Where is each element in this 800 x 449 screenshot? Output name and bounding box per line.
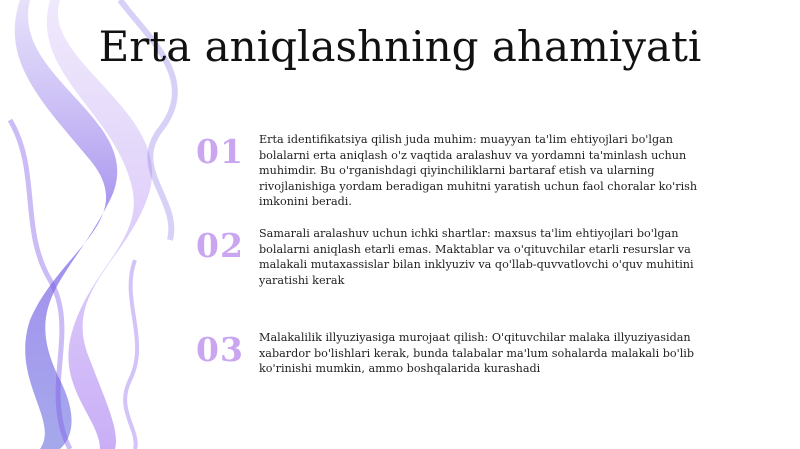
item-text: Erta identifikatsiya qilish juda muhim: muayyan ta'lim ehtiyojlari bo'lgan bolalarni erta aniqlash o'z vaqtida aralashuv va yordamni ta'minlash uchun muhimdir. Bu o'rganishdagi qiyinchiliklarni bartaraf etish va ularning rivojlanishiga yordam beradigan muhitni yaratish uchun faol choralar ko'rish imkonini beradi. (259, 133, 698, 208)
item-text: Samarali aralashuv uchun ichki shartlar: maxsus ta'lim ehtiyojlari bo'lgan bolalarni aniqlash etarli emas. Maktablar va o'qituvchilar etarli resurslar va malakali mutaxassislar bilan inklyuziv va qo'llab-quvvatlovchi o'quv muhitini yaratishi kerak (259, 227, 694, 287)
item-text: Malakalilik illyuziyasiga murojaat qilish: O'qituvchilar malaka illyuziyasidan xabardor bo'lishlari kerak, bunda talabalar ma'lum sohalarda malakali bo'lib ko'rinishi mumkin, ammo boshqalarida kurashadi (259, 331, 695, 375)
item-number: 01 (196, 132, 244, 171)
item-number: 02 (196, 226, 244, 265)
item-number: 03 (196, 330, 244, 369)
slide-title: Erta aniqlashning ahamiyati (98, 22, 702, 71)
